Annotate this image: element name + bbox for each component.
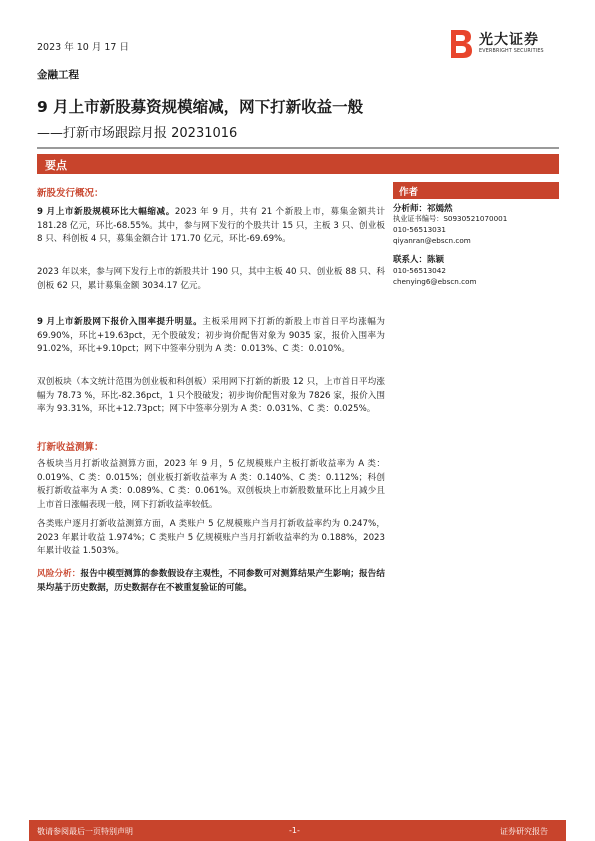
offline-paragraph-1-body: 主板采用网下打新的新股上市首日平均涨幅为 69.90%，环比+19.63pct，无个股破发；初步询价配售对象为 9035 家，报价入围率为 91.02%，环比+9.10pct；网下中签率分别为 A 类：0.013%、C 类：0.010%。: [37, 317, 385, 355]
offline-paragraph-2: 双创板块（本文统计范围为创业板和科创板）采用网下打新的新股 12 只，上市首日平均涨幅为 78.73 %，环比-82.36pct，1 只个股破发；初步询价配售对象为 7826 家，报价入围率为 93.31%，环比+12.73pct；网下中签率分别为 A 类：0.031%、C 类：0.025%。: [37, 377, 385, 415]
everbright-logo-icon: [449, 28, 473, 60]
report-category: 金融工程: [37, 69, 79, 81]
contact-email[interactable]: chenying6@ebscn.com: [393, 277, 477, 286]
risk-paragraph: [37, 568, 385, 595]
return-paragraph-1: 各板块当月打新收益测算方面，2023 年 9 月，5 亿规模账户主板打新收益率为 A 类：0.019%、C 类：0.015%；创业板打新收益率为 A 类：0.140%、C 类：0.112%；科创板打新收益率为 A 类：0.089%、C 类：0.061%。双创板块上市新股数量环比上月减少且上市首日涨幅表现一般，网下打新收益率较低。: [37, 459, 385, 510]
footer-disclaimer-link[interactable]: 敬请参阅最后一页特别声明: [37, 827, 133, 836]
analyst-phone: 010-56513031: [393, 225, 446, 234]
footer-page-number: -1-: [289, 826, 300, 835]
ipo-overview-heading: 新股发行概况：: [37, 188, 104, 199]
offline-paragraph-1-lead: 9 月上市新股网下报价入围率提升明显。: [37, 317, 203, 327]
report-subtitle: ——打新市场跟踪月报 20231016: [37, 126, 238, 141]
return-estimate-heading: 打新收益测算：: [37, 442, 104, 453]
footer-report-type: 证券研究报告: [500, 827, 548, 836]
company-logo: [449, 26, 544, 62]
title-divider: [37, 147, 559, 149]
risk-label: 风险分析：: [37, 569, 81, 579]
ipo-paragraph-1-lead: 9 月上市新股规模环比大幅缩减。: [37, 207, 175, 217]
risk-text: 报告中模型测算的参数假设存主观性，不同参数可对测算结果产生影响；报告结果均基于历史数据，历史数据存在不被重复验证的可能。: [37, 569, 385, 593]
analyst-name: 分析师：祁嫣然: [393, 204, 453, 214]
contact-phone: 010-56513042: [393, 266, 446, 275]
report-title: 9 月上市新股募资规模缩减，网下打新收益一般: [37, 98, 364, 116]
offline-paragraph-1: [37, 316, 385, 357]
logo-cn-name: 光大证券: [479, 32, 539, 48]
analyst-email[interactable]: qiyanran@ebscn.com: [393, 236, 471, 245]
key-points-label: 要点: [45, 159, 67, 172]
key-points-bar: [37, 154, 559, 174]
author-header-label: 作者: [399, 187, 419, 198]
analyst-cert-number: 执业证书编号：S0930521070001: [393, 214, 508, 223]
logo-en-name: EVERBRIGHT SECURITIES: [479, 49, 544, 54]
contact-name: 联系人：陈颖: [393, 255, 445, 265]
return-paragraph-2: 各类账户逐月打新收益测算方面，A 类账户 5 亿规模账户当月打新收益率约为 0.247%，2023 年累计收益 1.974%；C 类账户 5 亿规模账户当月打新收益率约为 0.188%，2023 年累计收益 1.503%。: [37, 519, 385, 557]
ipo-paragraph-1: [37, 206, 385, 247]
ipo-paragraph-1-body: 2023 年 9 月，共有 21 个新股上市，募集金额共计 181.28 亿元，环比-68.55%。其中，参与网下发行的个股共计 15 只，主板 3 只、创业板 8 只、科创板 4 只，募集金额合计 171.70 亿元，环比-69.69%。: [37, 207, 385, 245]
report-date: 2023 年 10 月 17 日: [37, 42, 129, 53]
ipo-paragraph-2: 2023 年以来，参与网下发行上市的新股共计 190 只，其中主板 40 只、创业板 88 只、科创板 62 只，累计募集金额 3034.17 亿元。: [37, 267, 385, 291]
